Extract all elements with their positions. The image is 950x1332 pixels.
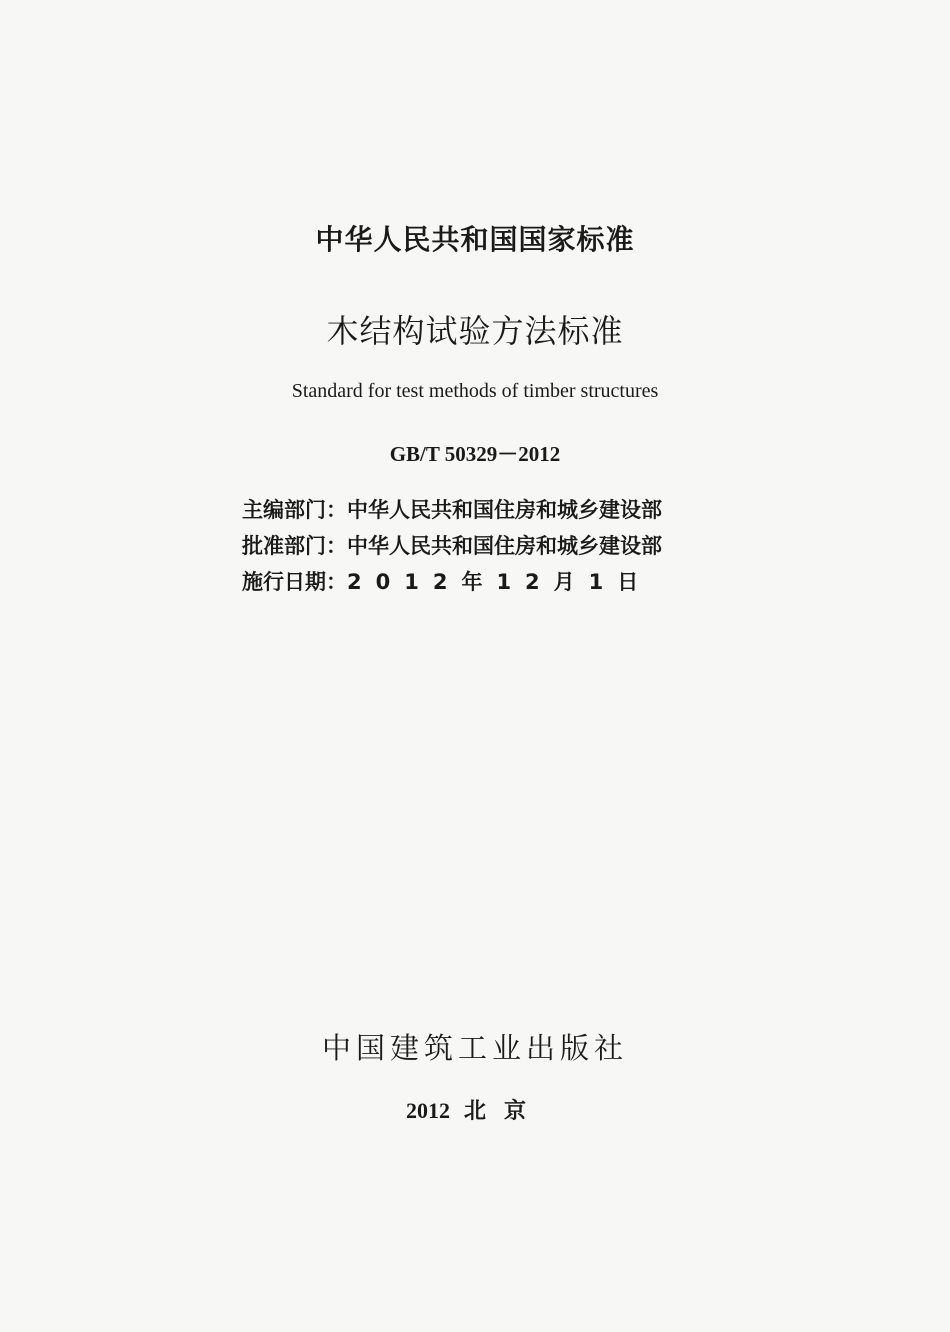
publication-year: 2012 [405, 1098, 450, 1123]
effective-date-label: 施行日期： [242, 570, 347, 594]
effective-date-value: 2012年12月1日 [347, 570, 653, 594]
publication-place-year [0, 1094, 950, 1125]
document-title-english: Standard for test methods of timber structures [291, 380, 659, 402]
editing-department-label: 主编部门： [242, 498, 347, 522]
editing-department-value: 中华人民共和国住房和城乡建设部 [347, 498, 662, 522]
publication-city: 北京 [463, 1099, 544, 1124]
standard-code: GB/T 50329－2012 [389, 442, 561, 466]
document-title-chinese: 木结构试验方法标准 [326, 312, 624, 350]
national-standard-heading: 中华人民共和国国家标准 [315, 223, 635, 256]
approving-department-label: 批准部门： [242, 534, 347, 558]
editing-department-row [242, 492, 662, 528]
approving-department-value: 中华人民共和国住房和城乡建设部 [347, 534, 662, 558]
publisher-name: 中国建筑工业出版社 [321, 1031, 628, 1065]
document-info-block [242, 492, 662, 600]
effective-date-row [242, 564, 662, 600]
approving-department-row [242, 528, 662, 564]
